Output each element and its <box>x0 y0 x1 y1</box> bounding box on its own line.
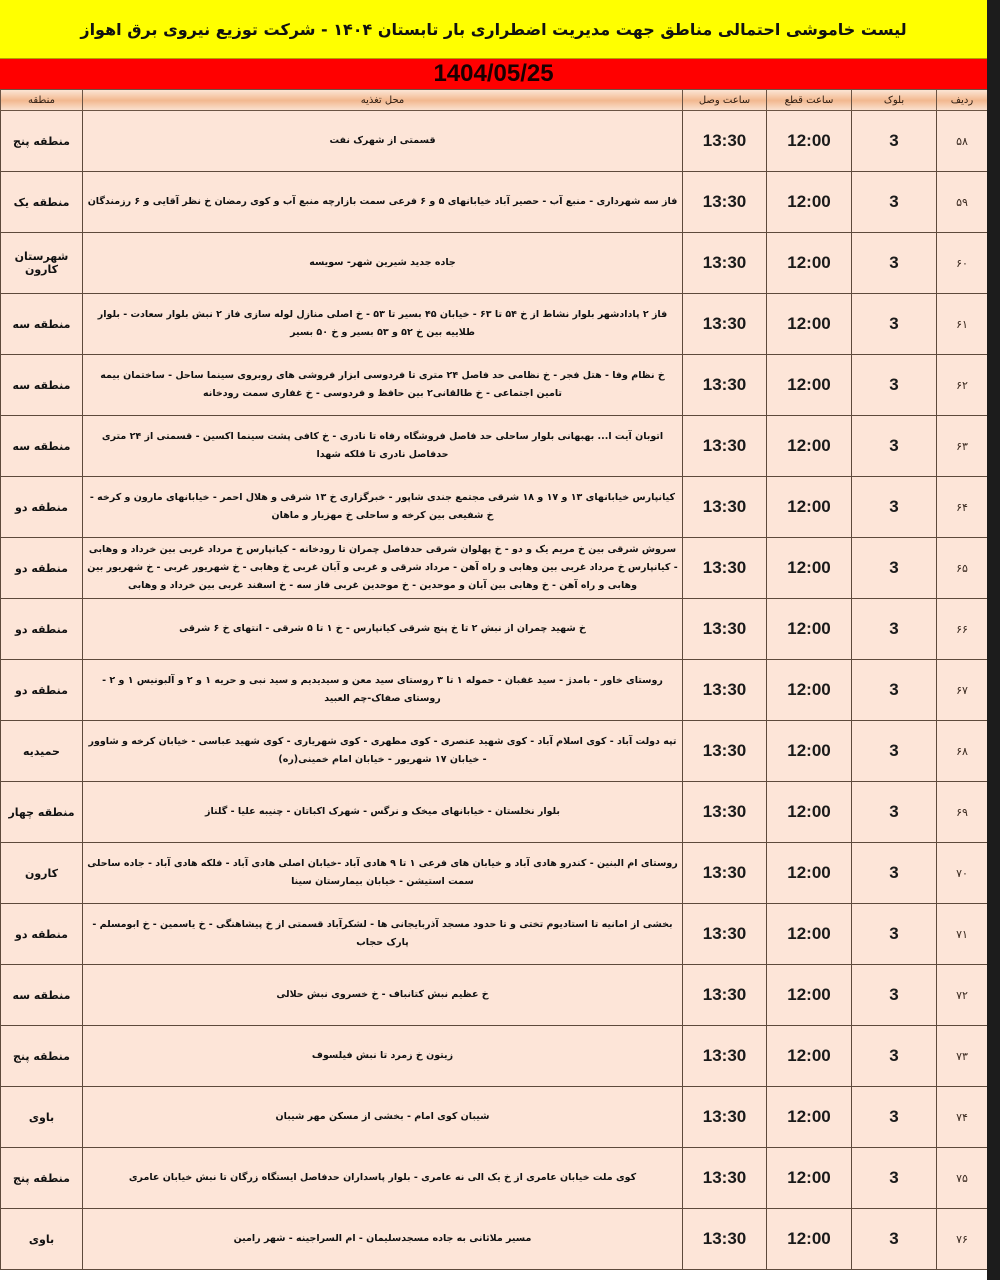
table-row <box>1 294 988 355</box>
region-cell: باوی <box>1 1209 83 1270</box>
region-cell: منطقه سه <box>1 416 83 477</box>
reconnect-time-cell: 13:30 <box>683 1026 767 1087</box>
region-cell: منطقه یک <box>1 172 83 233</box>
region-cell: منطقه سه <box>1 294 83 355</box>
location-cell: کوی ملت خیابان عامری از خ یک الی نه عامری - بلوار پاسداران حدفاصل ایستگاه زرگان تا نبش خیابان عامری <box>83 1148 683 1209</box>
table-row <box>1 172 988 233</box>
location-cell: خ شهید چمران از نبش ۲ تا خ پنج شرقی کیانپارس - خ ۱ تا ۵ شرقی - انتهای خ ۶ شرقی <box>83 599 683 660</box>
block-cell: 3 <box>852 1026 937 1087</box>
row-number-cell: ۶۹ <box>937 782 988 843</box>
column-header-location: محل تغذیه <box>83 90 683 111</box>
reconnect-time-cell: 13:30 <box>683 1087 767 1148</box>
row-number-cell: ۶۱ <box>937 294 988 355</box>
region-cell: منطقه دو <box>1 538 83 599</box>
row-number-cell: ۷۱ <box>937 904 988 965</box>
table-row <box>1 477 988 538</box>
table-row <box>1 538 988 599</box>
region-cell: منطقه پنج <box>1 111 83 172</box>
row-number-cell: ۶۲ <box>937 355 988 416</box>
table-row <box>1 355 988 416</box>
column-header-block: بلوک <box>852 90 937 111</box>
reconnect-time-cell: 13:30 <box>683 294 767 355</box>
outage-table <box>0 89 988 1270</box>
block-cell: 3 <box>852 1087 937 1148</box>
row-number-cell: ۶۵ <box>937 538 988 599</box>
region-cell: منطقه چهار <box>1 782 83 843</box>
location-cell: زیتون خ زمرد تا نبش فیلسوف <box>83 1026 683 1087</box>
table-row <box>1 965 988 1026</box>
cut-time-cell: 12:00 <box>767 660 852 721</box>
region-cell: باوی <box>1 1087 83 1148</box>
reconnect-time-cell: 13:30 <box>683 843 767 904</box>
region-cell: منطقه دو <box>1 904 83 965</box>
location-cell: فاز سه شهرداری - منبع آب - حصیر آباد خیابانهای ۵ و ۶ فرعی سمت بازارچه منبع آب و کوی رمضان خ نظر آقایی و ۶ رزمندگان <box>83 172 683 233</box>
location-cell: بلوار نخلستان - خیابانهای میخک و نرگس - شهرک اکباتان - چنیبه علیا - گلناز <box>83 782 683 843</box>
cut-time-cell: 12:00 <box>767 965 852 1026</box>
row-number-cell: ۵۹ <box>937 172 988 233</box>
reconnect-time-cell: 13:30 <box>683 172 767 233</box>
cut-time-cell: 12:00 <box>767 477 852 538</box>
table-row <box>1 111 988 172</box>
location-cell: کیانپارس خیابانهای ۱۳ و ۱۷ و ۱۸ شرقی مجتمع جندی شاپور - خبرگزاری خ ۱۳ شرقی و هلال احمر - خیابانهای مارون و کرخه - خ شفیعی بین کرخه و ساحلی خ مهزیار و ماهان <box>83 477 683 538</box>
cut-time-cell: 12:00 <box>767 355 852 416</box>
block-cell: 3 <box>852 233 937 294</box>
block-cell: 3 <box>852 538 937 599</box>
block-cell: 3 <box>852 1209 937 1270</box>
block-cell: 3 <box>852 416 937 477</box>
reconnect-time-cell: 13:30 <box>683 965 767 1026</box>
table-row <box>1 1087 988 1148</box>
block-cell: 3 <box>852 721 937 782</box>
row-number-cell: ۶۸ <box>937 721 988 782</box>
table-row <box>1 904 988 965</box>
table-row <box>1 233 988 294</box>
location-cell: روستای ام البنین - کندرو هادی آباد و خیابان های فرعی ۱ تا ۹ هادی آباد -خیابان اصلی هادی آباد - فلکه هادی آباد - جاده ساحلی سمت استیشن - خیابان بیمارستان سینا <box>83 843 683 904</box>
cut-time-cell: 12:00 <box>767 1026 852 1087</box>
location-cell: سروش شرقی بین خ مریم یک و دو - خ پهلوان شرقی حدفاصل چمران تا رودخانه - کیانپارس خ مرداد غربی بین خرداد و وهابی - کیانپارس خ مرداد غربی بین وهابی و راه آهن - مرداد شرقی و غربی و آبان غربی خ وهابی - خ شهریور غربی - خ شهریور بین وهابی و راه آهن - خ وهابی بین آبان و موحدین - خ موحدین غربی فاز سه - خ اسفند غربی بین خرداد و وهابی <box>83 538 683 599</box>
row-number-cell: ۷۲ <box>937 965 988 1026</box>
block-cell: 3 <box>852 477 937 538</box>
cut-time-cell: 12:00 <box>767 1209 852 1270</box>
cut-time-cell: 12:00 <box>767 294 852 355</box>
region-cell: منطقه دو <box>1 599 83 660</box>
row-number-cell: ۶۴ <box>937 477 988 538</box>
viewer-edge-strip <box>987 0 1000 1280</box>
region-cell: شهرستان کارون <box>1 233 83 294</box>
cut-time-cell: 12:00 <box>767 172 852 233</box>
region-cell: منطقه پنج <box>1 1026 83 1087</box>
column-header-cut-time: ساعت قطع <box>767 90 852 111</box>
reconnect-time-cell: 13:30 <box>683 1209 767 1270</box>
table-row <box>1 416 988 477</box>
reconnect-time-cell: 13:30 <box>683 111 767 172</box>
column-header-row: ردیف <box>937 90 988 111</box>
block-cell: 3 <box>852 843 937 904</box>
reconnect-time-cell: 13:30 <box>683 233 767 294</box>
row-number-cell: ۶۶ <box>937 599 988 660</box>
location-cell: قسمتی از شهرک نفت <box>83 111 683 172</box>
reconnect-time-cell: 13:30 <box>683 660 767 721</box>
table-row <box>1 660 988 721</box>
cut-time-cell: 12:00 <box>767 416 852 477</box>
region-cell: حمیدیه <box>1 721 83 782</box>
cut-time-cell: 12:00 <box>767 233 852 294</box>
reconnect-time-cell: 13:30 <box>683 721 767 782</box>
table-row <box>1 1148 988 1209</box>
cut-time-cell: 12:00 <box>767 782 852 843</box>
row-number-cell: ۷۴ <box>937 1087 988 1148</box>
cut-time-cell: 12:00 <box>767 111 852 172</box>
block-cell: 3 <box>852 660 937 721</box>
location-cell: شیبان کوی امام - بخشی از مسکن مهر شیبان <box>83 1087 683 1148</box>
block-cell: 3 <box>852 111 937 172</box>
row-number-cell: ۷۰ <box>937 843 988 904</box>
cut-time-cell: 12:00 <box>767 721 852 782</box>
reconnect-time-cell: 13:30 <box>683 782 767 843</box>
region-cell: منطقه دو <box>1 660 83 721</box>
reconnect-time-cell: 13:30 <box>683 599 767 660</box>
cut-time-cell: 12:00 <box>767 904 852 965</box>
cut-time-cell: 12:00 <box>767 599 852 660</box>
block-cell: 3 <box>852 599 937 660</box>
region-cell: منطقه سه <box>1 355 83 416</box>
reconnect-time-cell: 13:30 <box>683 538 767 599</box>
column-header-region: منطقه <box>1 90 83 111</box>
location-cell: مسیر ملاثانی به جاده مسجدسلیمان - ام السراجینه - شهر رامین <box>83 1209 683 1270</box>
row-number-cell: ۷۶ <box>937 1209 988 1270</box>
page-title: لیست خاموشی احتمالی مناطق جهت مدیریت اضطراری بار تابستان ۱۴۰۴ - شرکت توزیع نیروی برق اهواز <box>0 0 987 59</box>
location-cell: خ عظیم نبش کتانباف - خ خسروی نبش حلالی <box>83 965 683 1026</box>
block-cell: 3 <box>852 965 937 1026</box>
location-cell: خ نظام وفا - هتل فجر - خ نظامی حد فاصل ۲۴ متری تا فردوسی ابزار فروشی های روبروی سینما ساحل - ساختمان بیمه تامین اجتماعی - خ طالقانی۲ بین حافظ و فردوسی - خ غفاری سمت رودخانه <box>83 355 683 416</box>
reconnect-time-cell: 13:30 <box>683 1148 767 1209</box>
region-cell: کارون <box>1 843 83 904</box>
location-cell: روستای خاور - بامدژ - سید غفبان - حموله ۱ تا ۳ روستای سید معن و سیدیدیم و سید نبی و حریه ۱ و ۲ و آلبونیس ۱ و ۲ - روستای صفاک-چم العبید <box>83 660 683 721</box>
row-number-cell: ۶۳ <box>937 416 988 477</box>
block-cell: 3 <box>852 1148 937 1209</box>
location-cell: جاده جدید شیرین شهر- سویسه <box>83 233 683 294</box>
reconnect-time-cell: 13:30 <box>683 355 767 416</box>
reconnect-time-cell: 13:30 <box>683 416 767 477</box>
table-row <box>1 599 988 660</box>
block-cell: 3 <box>852 172 937 233</box>
table-row <box>1 1209 988 1270</box>
schedule-date: 1404/05/25 <box>0 59 987 89</box>
row-number-cell: ۷۵ <box>937 1148 988 1209</box>
region-cell: منطقه دو <box>1 477 83 538</box>
reconnect-time-cell: 13:30 <box>683 477 767 538</box>
column-header-reconnect-time: ساعت وصل <box>683 90 767 111</box>
cut-time-cell: 12:00 <box>767 538 852 599</box>
row-number-cell: ۷۳ <box>937 1026 988 1087</box>
location-cell: تپه دولت آباد - کوی اسلام آباد - کوی شهید عنصری - کوی مطهری - کوی شهریاری - کوی شهید عباسی - خیابان کرخه و شاوور - خیابان ۱۷ شهریور - خیابان امام خمینی(ره) <box>83 721 683 782</box>
region-cell: منطقه سه <box>1 965 83 1026</box>
row-number-cell: ۶۰ <box>937 233 988 294</box>
table-row <box>1 843 988 904</box>
block-cell: 3 <box>852 294 937 355</box>
cut-time-cell: 12:00 <box>767 843 852 904</box>
row-number-cell: ۶۷ <box>937 660 988 721</box>
table-row <box>1 721 988 782</box>
location-cell: بخشی از امانیه تا استادیوم تختی و تا حدود مسجد آذربایجانی ها - لشکرآباد قسمتی از خ پیشاهنگی - خ یاسمین - خ ابومسلم - پارک حجاب <box>83 904 683 965</box>
table-row <box>1 1026 988 1087</box>
cut-time-cell: 12:00 <box>767 1087 852 1148</box>
block-cell: 3 <box>852 355 937 416</box>
location-cell: فاز ۲ پادادشهر بلوار نشاط از خ ۵۴ تا ۶۳ - خیابان ۴۵ بسیر تا ۵۳ - خ اصلی منازل لوله سازی فاز ۲ نبش بلوار سعادت - بلوار طلاییه بین خ ۵۲ و ۵۳ بسیر و خ ۵۰ بسیر <box>83 294 683 355</box>
cut-time-cell: 12:00 <box>767 1148 852 1209</box>
location-cell: اتوبان آیت ا... بهبهانی بلوار ساحلی حد فاصل فروشگاه رفاه تا نادری - خ کافی پشت سینما اکسین - قسمتی از ۲۴ متری حدفاصل نادری تا فلکه شهدا <box>83 416 683 477</box>
block-cell: 3 <box>852 782 937 843</box>
region-cell: منطقه پنج <box>1 1148 83 1209</box>
table-header-row <box>1 90 988 111</box>
block-cell: 3 <box>852 904 937 965</box>
row-number-cell: ۵۸ <box>937 111 988 172</box>
reconnect-time-cell: 13:30 <box>683 904 767 965</box>
table-row <box>1 782 988 843</box>
